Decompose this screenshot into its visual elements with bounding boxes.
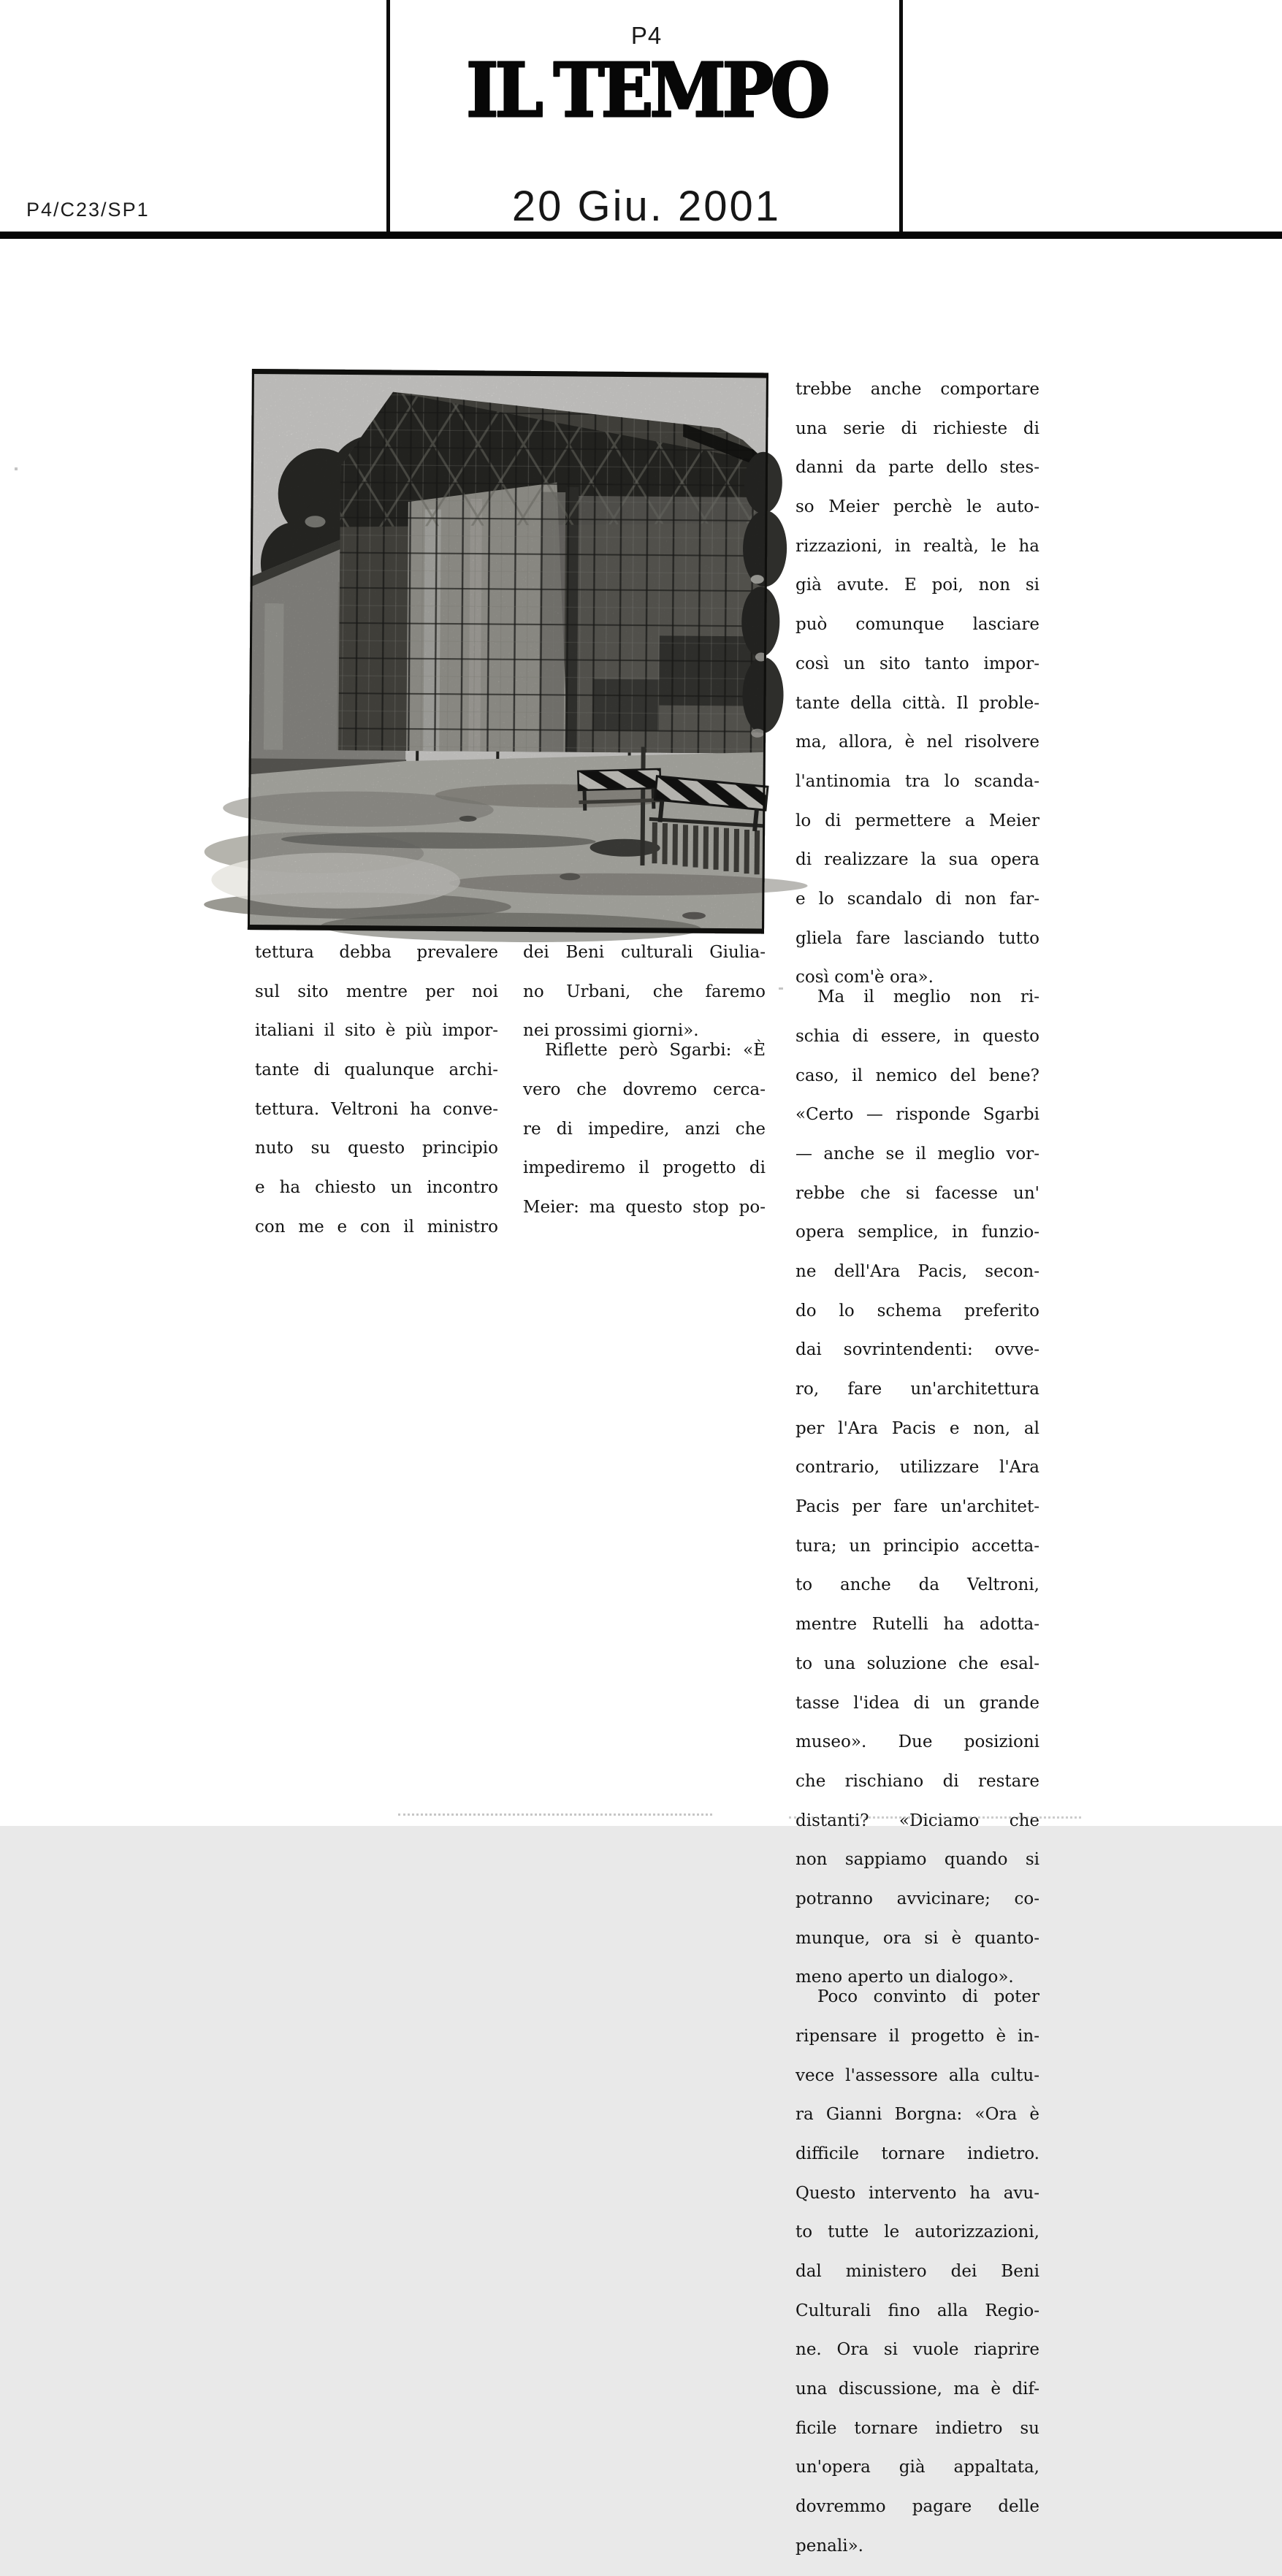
text-line: tura; un principio accetta- — [795, 1537, 1039, 1576]
article-column-bottom-middle — [523, 943, 766, 1237]
text-line: rizzazioni, in realtà, le ha — [795, 537, 1039, 576]
page-number: P4 — [390, 22, 903, 50]
text-line: tettura debba prevalere — [255, 943, 498, 982]
scan-artifacts-left — [398, 1813, 712, 1816]
masthead-logo-text: IL TEMPO — [466, 54, 826, 128]
header-rule — [0, 232, 1282, 239]
text-line: Culturali fino alla Regio- — [795, 2301, 1039, 2341]
masthead-block — [390, 0, 903, 236]
text-line: dai sovrintendenti: ovve- — [795, 1340, 1039, 1380]
text-line: opera semplice, in funzio- — [795, 1223, 1039, 1262]
text-line: munque, ora si è quanto- — [795, 1929, 1039, 1968]
text-line: re di impedire, anzi che — [523, 1120, 766, 1159]
text-line: trebbe anche comportare — [795, 380, 1039, 419]
text-line: meno aperto un dialogo». — [795, 1968, 1039, 1987]
text-line: penali». — [795, 2537, 1039, 2576]
text-line: do lo schema preferito — [795, 1302, 1039, 1341]
text-line: rebbe che si facesse un' — [795, 1184, 1039, 1223]
text-line: con me e con il ministro — [255, 1218, 498, 1257]
text-line: to anche da Veltroni, — [795, 1575, 1039, 1615]
article-column-bottom-left — [255, 943, 498, 1257]
text-line: di realizzare la sua opera — [795, 850, 1039, 890]
text-line: una discussione, ma è dif- — [795, 2380, 1039, 2419]
text-line: nei prossimi giorni». — [523, 1021, 766, 1041]
text-line: Pacis per fare un'architet- — [795, 1497, 1039, 1537]
text-line: no Urbani, che faremo — [523, 982, 766, 1022]
text-line: così com'è ora». — [795, 968, 1039, 987]
scan-artifacts-right — [789, 1816, 1081, 1819]
archive-code: P4/C23/SP1 — [26, 199, 150, 221]
text-line: non sappiamo quando si — [795, 1850, 1039, 1889]
article-photo — [248, 369, 768, 934]
text-line: tasse l'idea di un grande — [795, 1694, 1039, 1733]
text-line: e ha chiesto un incontro — [255, 1178, 498, 1218]
text-line: Questo intervento ha avu- — [795, 2184, 1039, 2223]
text-line: ra Gianni Borgna: «Ora è — [795, 2105, 1039, 2144]
text-line: mentre Rutelli ha adotta- — [795, 1615, 1039, 1654]
text-line: Ma il meglio non ri- — [795, 987, 1039, 1027]
text-line: già avute. E poi, non si — [795, 576, 1039, 615]
text-line: l'antinomia tra lo scanda- — [795, 772, 1039, 811]
text-line: un'opera già appaltata, — [795, 2458, 1039, 2497]
text-line: — anche se il meglio vor- — [795, 1144, 1039, 1184]
text-line: Meier: ma questo stop po- — [523, 1198, 766, 1237]
text-line: ficile tornare indietro su — [795, 2419, 1039, 2458]
text-line: ro, fare un'architettura — [795, 1380, 1039, 1419]
text-line: ne dell'Ara Pacis, secon- — [795, 1262, 1039, 1302]
text-line: to una soluzione che esal- — [795, 1654, 1039, 1694]
text-line: impediremo il progetto di — [523, 1158, 766, 1198]
text-line: italiani il sito è più impor- — [255, 1021, 498, 1060]
text-line: «Certo — risponde Sgarbi — [795, 1105, 1039, 1144]
text-line: sul sito mentre per noi — [255, 982, 498, 1022]
text-line: ripensare il progetto è in- — [795, 2027, 1039, 2066]
text-line: dovremmo pagare delle — [795, 2497, 1039, 2537]
text-line: difficile tornare indietro. — [795, 2144, 1039, 2184]
scan-speck — [779, 987, 783, 990]
photo-illustration — [248, 369, 768, 934]
text-line: gliela fare lasciando tutto — [795, 929, 1039, 968]
text-line: e lo scandalo di non far- — [795, 890, 1039, 929]
text-line: ma, allora, è nel risolvere — [795, 733, 1039, 772]
text-line: tettura. Veltroni ha conve- — [255, 1100, 498, 1139]
text-line: lo di permettere a Meier — [795, 811, 1039, 851]
text-line: caso, il nemico del bene? — [795, 1066, 1039, 1106]
text-line: Riflette però Sgarbi: «È — [523, 1041, 766, 1080]
text-line: vece l'assessore alla cultu- — [795, 2066, 1039, 2106]
text-line: tante di qualunque archi- — [255, 1060, 498, 1100]
text-line: che rischiano di restare — [795, 1772, 1039, 1811]
text-line: distanti? «Diciamo che — [795, 1811, 1039, 1851]
text-line: potranno avvicinare; co- — [795, 1889, 1039, 1929]
text-line: tante della città. Il proble- — [795, 694, 1039, 733]
issue-date: 20 Giu. 2001 — [390, 182, 903, 231]
masthead-logo — [390, 53, 903, 129]
text-line: vero che dovremo cerca- — [523, 1080, 766, 1120]
text-line: ne. Ora si vuole riaprire — [795, 2340, 1039, 2380]
text-line: così un sito tanto impor- — [795, 654, 1039, 694]
text-line: per l'Ara Pacis e non, al — [795, 1419, 1039, 1459]
text-line: può comunque lasciare — [795, 615, 1039, 654]
text-line: schia di essere, in questo — [795, 1027, 1039, 1066]
article-column-right — [795, 380, 1039, 2576]
text-line: so Meier perchè le auto- — [795, 497, 1039, 537]
text-line: dei Beni culturali Giulia- — [523, 943, 766, 982]
text-line: danni da parte dello stes- — [795, 458, 1039, 497]
scan-speck — [15, 467, 18, 470]
text-line: una serie di richieste di — [795, 419, 1039, 459]
text-line: nuto su questo principio — [255, 1139, 498, 1178]
text-line: to tutte le autorizzazioni, — [795, 2223, 1039, 2262]
text-line: dal ministero dei Beni — [795, 2262, 1039, 2301]
text-line: Poco convinto di poter — [795, 1987, 1039, 2027]
text-line: contrario, utilizzare l'Ara — [795, 1458, 1039, 1497]
text-line: museo». Due posizioni — [795, 1732, 1039, 1772]
